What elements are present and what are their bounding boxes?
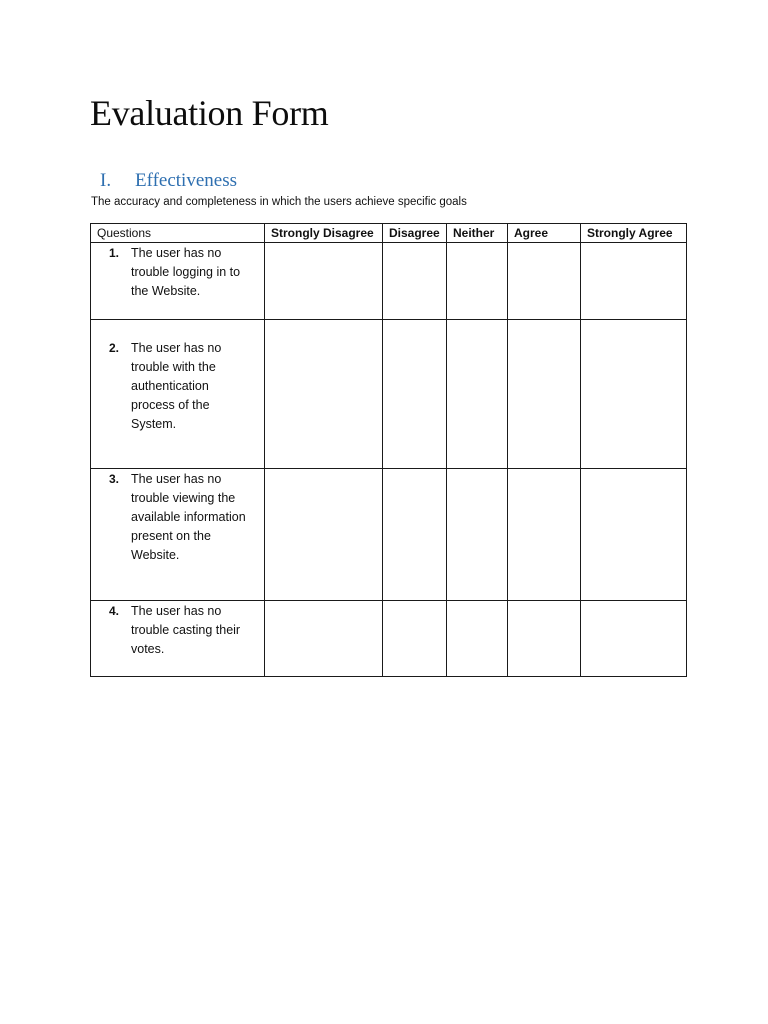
- question-number: 1.: [108, 246, 119, 260]
- question-number: 3.: [108, 472, 119, 486]
- rating-cell-strongly-agree[interactable]: [581, 601, 687, 677]
- rating-cell-neither[interactable]: [447, 601, 508, 677]
- rating-cell-disagree[interactable]: [383, 601, 447, 677]
- header-agree: Agree: [508, 224, 581, 243]
- evaluation-table: [90, 223, 687, 677]
- question-text: The user has no trouble with the authentication process of the System.: [131, 341, 222, 431]
- question-cell: [91, 320, 265, 469]
- rating-cell-disagree[interactable]: [383, 243, 447, 320]
- question-cell: [91, 601, 265, 677]
- rating-cell-agree[interactable]: [508, 601, 581, 677]
- rating-cell-neither[interactable]: [447, 469, 508, 601]
- rating-cell-strongly-agree[interactable]: [581, 469, 687, 601]
- table-row: [91, 243, 687, 320]
- question-cell: [91, 243, 265, 320]
- table-row: [91, 601, 687, 677]
- table-row: [91, 469, 687, 601]
- section-heading-text: Effectiveness: [135, 170, 237, 191]
- rating-cell-strongly-disagree[interactable]: [265, 469, 383, 601]
- rating-cell-disagree[interactable]: [383, 469, 447, 601]
- rating-cell-strongly-agree[interactable]: [581, 320, 687, 469]
- table-row: [91, 320, 687, 469]
- rating-cell-strongly-disagree[interactable]: [265, 601, 383, 677]
- rating-cell-agree[interactable]: [508, 243, 581, 320]
- header-strongly-disagree: Strongly Disagree: [265, 224, 383, 243]
- rating-cell-disagree[interactable]: [383, 320, 447, 469]
- question-number: 2.: [108, 341, 119, 355]
- header-disagree: Disagree: [383, 224, 447, 243]
- section-heading: [100, 170, 237, 192]
- question-text: The user has no trouble casting their votes.: [131, 604, 241, 656]
- section-numeral: I.: [100, 170, 112, 191]
- question-text: The user has no trouble viewing the available information present on the Website.: [131, 472, 246, 562]
- section-description: The accuracy and completeness in which the users achieve specific goals: [91, 196, 467, 208]
- rating-cell-agree[interactable]: [508, 320, 581, 469]
- rating-cell-strongly-disagree[interactable]: [265, 320, 383, 469]
- question-number: 4.: [108, 604, 119, 618]
- page-title: Evaluation Form: [90, 93, 329, 133]
- rating-cell-agree[interactable]: [508, 469, 581, 601]
- header-strongly-agree: Strongly Agree: [581, 224, 687, 243]
- rating-cell-neither[interactable]: [447, 243, 508, 320]
- header-neither: Neither: [447, 224, 508, 243]
- rating-cell-strongly-agree[interactable]: [581, 243, 687, 320]
- table-header-row: [91, 224, 687, 243]
- header-questions: Questions: [91, 224, 265, 243]
- rating-cell-neither[interactable]: [447, 320, 508, 469]
- rating-cell-strongly-disagree[interactable]: [265, 243, 383, 320]
- question-cell: [91, 469, 265, 601]
- question-text: The user has no trouble logging in to the Website.: [131, 246, 241, 298]
